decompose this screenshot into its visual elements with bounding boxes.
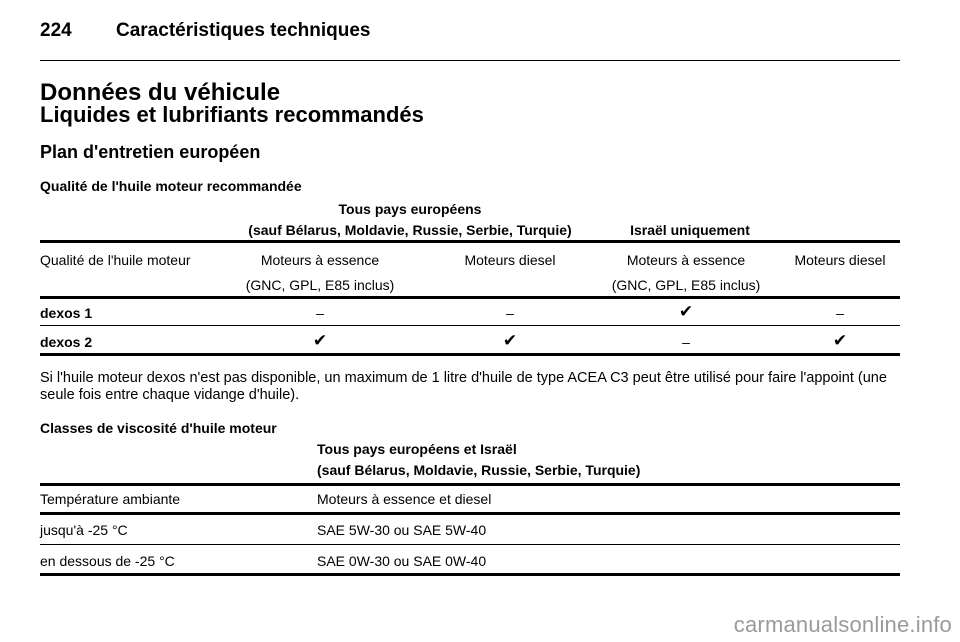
table-cell-temp: jusqu'à -25 °C bbox=[40, 522, 128, 538]
column-header-temperature: Température ambiante bbox=[40, 491, 181, 507]
table-cell: – bbox=[682, 334, 690, 350]
table-rule bbox=[40, 544, 900, 545]
note-paragraph: Si l'huile moteur dexos n'est pas disponible, un maximum de 1 litre d'huile de type ACEA C3 peut être utilisé pour faire l'appoint (une seule fois entre chaque vidange d'huile). bbox=[40, 370, 887, 403]
row-label-dexos1: dexos 1 bbox=[40, 305, 93, 321]
heading-viscosity: Classes de viscosité d'huile moteur bbox=[40, 420, 277, 436]
heading-oil-quality: Qualité de l'huile moteur recommandée bbox=[40, 178, 302, 194]
table-rule bbox=[40, 296, 900, 299]
heading-service-plan: Plan d'entretien européen bbox=[40, 142, 261, 162]
table-cell: – bbox=[506, 305, 514, 321]
table-cell-temp: en dessous de -25 °C bbox=[40, 553, 175, 569]
checkmark-icon: ✔ bbox=[832, 331, 848, 350]
page-header bbox=[40, 20, 370, 42]
checkmark-icon: ✔ bbox=[502, 331, 518, 350]
table-rule bbox=[40, 512, 900, 515]
group-header-israel: Israël uniquement bbox=[630, 222, 750, 238]
checkmark-icon: ✔ bbox=[312, 331, 328, 350]
column-header-petrol-israel: Moteurs à essence bbox=[626, 252, 746, 268]
column-header-petrol: Moteurs à essence bbox=[260, 252, 380, 268]
group-header-all-europe: Tous pays européens bbox=[338, 201, 482, 217]
group-header-europe-israel: Tous pays européens et Israël bbox=[317, 441, 517, 457]
table-rule bbox=[40, 325, 900, 326]
table-rule bbox=[40, 353, 900, 356]
row-label-dexos2: dexos 2 bbox=[40, 334, 93, 350]
header-divider bbox=[40, 60, 900, 61]
column-header-quality: Qualité de l'huile moteur bbox=[40, 252, 191, 268]
table-rule bbox=[40, 483, 900, 486]
column-header-diesel-israel: Moteurs diesel bbox=[794, 252, 886, 268]
table-rule bbox=[40, 240, 900, 243]
section-title: Caractéristiques techniques bbox=[116, 20, 371, 41]
column-header-petrol-israel-note: (GNC, GPL, E85 inclus) bbox=[611, 277, 761, 293]
column-header-diesel: Moteurs diesel bbox=[464, 252, 556, 268]
heading-fluids: Liquides et lubrifiants recommandés bbox=[40, 102, 424, 127]
table-cell: – bbox=[836, 305, 844, 321]
watermark: carmanualsonline.info bbox=[733, 612, 952, 637]
group-header-exceptions: (sauf Bélarus, Moldavie, Russie, Serbie, Turquie) bbox=[317, 462, 641, 478]
column-header-petrol-note: (GNC, GPL, E85 inclus) bbox=[245, 277, 395, 293]
table-cell-grade: SAE 5W-30 ou SAE 5W-40 bbox=[317, 522, 487, 538]
group-header-exceptions: (sauf Bélarus, Moldavie, Russie, Serbie, Turquie) bbox=[248, 222, 572, 238]
column-header-engines: Moteurs à essence et diesel bbox=[317, 491, 492, 507]
table-cell-grade: SAE 0W-30 ou SAE 0W-40 bbox=[317, 553, 487, 569]
table-rule bbox=[40, 573, 900, 576]
checkmark-icon: ✔ bbox=[678, 302, 694, 321]
page-number: 224 bbox=[40, 20, 72, 41]
heading-vehicle-data: Données du véhicule bbox=[40, 79, 281, 106]
table-cell: – bbox=[316, 305, 324, 321]
